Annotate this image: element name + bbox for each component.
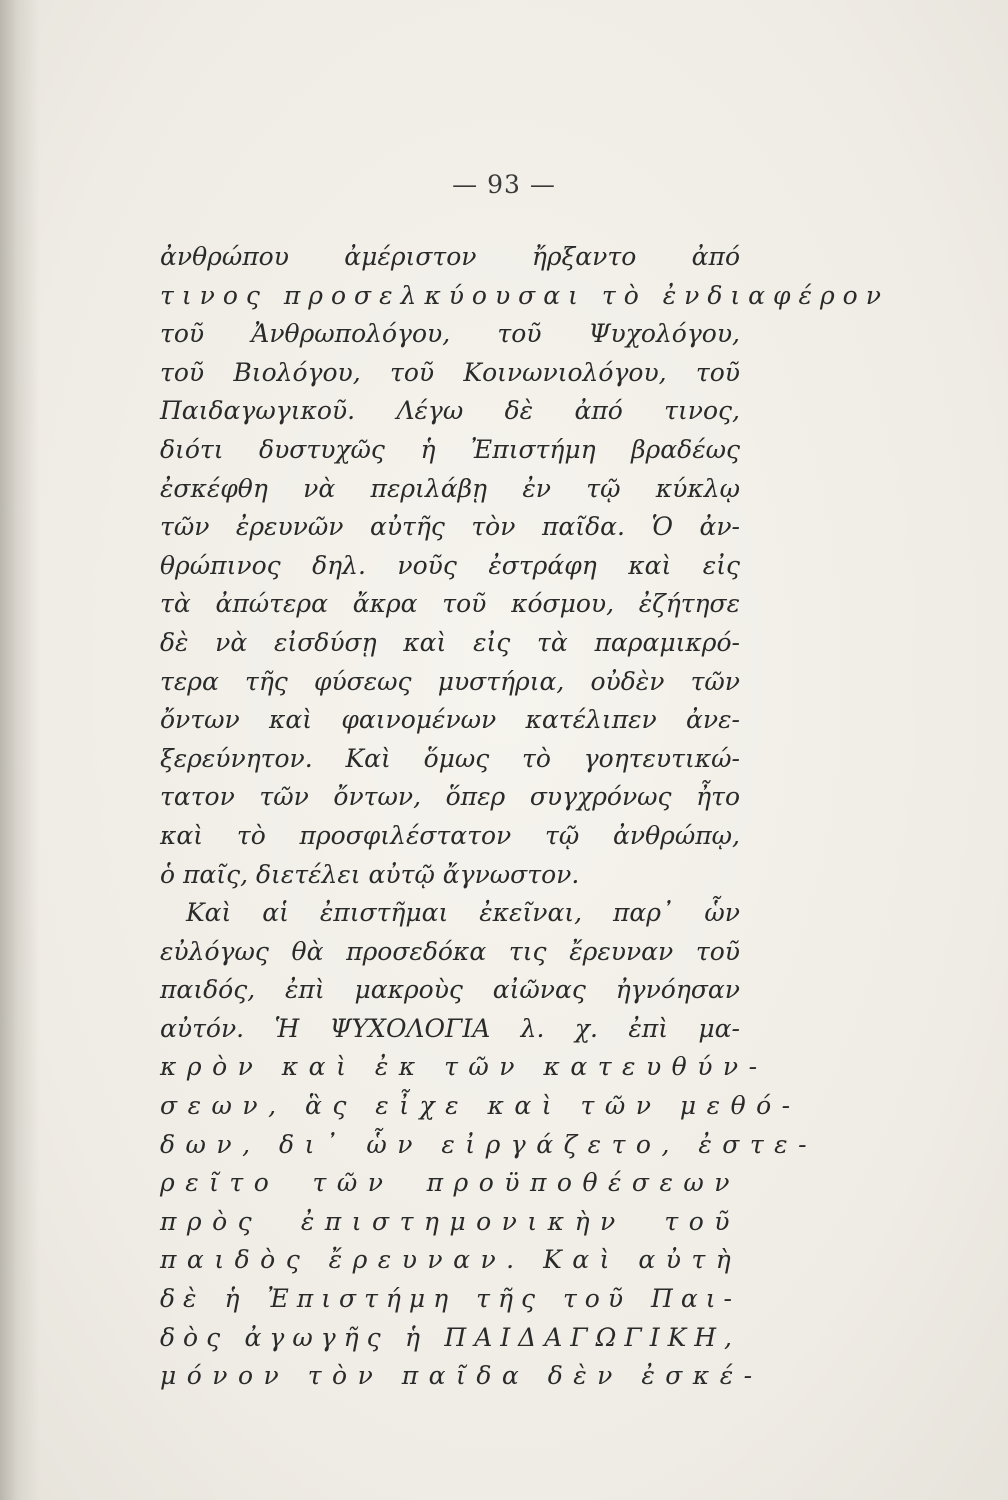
text-line: ρεῖτο τῶν προϋποθέσεων — [160, 1168, 740, 1198]
text-line: Καὶ αἱ ἐπιστῆμαι ἐκεῖναι, παρ᾽ ὧν — [186, 898, 740, 928]
text-line: δὲ ἡ Ἐπιστήμη τῆς τοῦ Παι- — [160, 1284, 740, 1314]
text-line: τατον τῶν ὄντων, ὅπερ συγχρόνως ἦτο — [160, 782, 740, 812]
binding-shadow — [0, 0, 40, 1500]
text-line: τὰ ἀπώτερα ἄκρα τοῦ κόσμου, ἐζήτησε — [160, 589, 740, 619]
text-line: εὐλόγως θὰ προσεδόκα τις ἔρευναν τοῦ — [160, 936, 740, 966]
text-line: αὐτόν. Ἡ ΨΥΧΟΛΟΓΙΑ λ. χ. ἐπὶ μα- — [160, 1013, 740, 1043]
text-line: δὸς ἀγωγῆς ἡ ΠΑΙΔΑΓΩΓΙΚΗ, — [160, 1322, 740, 1352]
text-line: τινος προσελκύουσαι τὸ ἐνδιαφέρον — [160, 280, 889, 310]
text-line: θρώπινος δηλ. νοῦς ἐστράφη καὶ εἰς — [160, 550, 740, 580]
text-line: τῶν ἐρευνῶν αὐτῆς τὸν παῖδα. Ὁ ἀν- — [160, 512, 740, 542]
text-line: κρὸν καὶ ἐκ τῶν κατευθύν- — [160, 1052, 768, 1082]
text-line: τοῦ Ἀνθρωπολόγου, τοῦ Ψυχολόγου, — [160, 319, 740, 349]
text-line: ἀνθρώπου ἀμέριστον ἤρξαντο ἀπό — [160, 242, 740, 271]
text-line: ὄντων καὶ φαινομένων κατέλιπεν ἀνε- — [160, 705, 740, 735]
text-line: τοῦ Βιολόγου, τοῦ Κοινωνιολόγου, τοῦ — [160, 357, 740, 387]
text-line: δων, δι᾽ ὧν εἰργάζετο, ἐστε- — [160, 1129, 818, 1159]
text-line: σεων, ἃς εἶχε καὶ τῶν μεθό- — [160, 1091, 801, 1121]
page-number: — 93 — — [452, 170, 556, 199]
body-text — [160, 238, 889, 1396]
text-line: καὶ τὸ προσφιλέστατον τῷ ἀνθρώπῳ, — [160, 820, 740, 850]
text-line: πρὸς ἐπιστημονικὴν τοῦ — [160, 1206, 740, 1236]
text-line: ξερεύνητον. Καὶ ὅμως τὸ γοητευτικώ- — [160, 743, 740, 773]
text-line: Παιδαγωγικοῦ. Λέγω δὲ ἀπό τινος, — [160, 396, 740, 426]
text-line: παιδός, ἐπὶ μακροὺς αἰῶνας ἠγνόησαν — [160, 975, 740, 1005]
text-line: μόνον τὸν παῖδα δὲν ἐσκέ- — [160, 1361, 763, 1391]
text-line: διότι δυστυχῶς ἡ Ἐπιστήμη βραδέως — [160, 434, 740, 464]
text-line: δὲ νὰ εἰσδύσῃ καὶ εἰς τὰ παραμικρό- — [160, 627, 740, 657]
text-line: ὁ παῖς, διετέλει αὐτῷ ἄγνωστον. — [160, 859, 580, 889]
text-line: παιδὸς ἔρευναν. Καὶ αὐτὴ — [160, 1245, 742, 1275]
text-line: ἐσκέφθη νὰ περιλάβῃ ἐν τῷ κύκλῳ — [160, 473, 740, 503]
text-line: τερα τῆς φύσεως μυστήρια, οὐδὲν τῶν — [160, 666, 740, 696]
